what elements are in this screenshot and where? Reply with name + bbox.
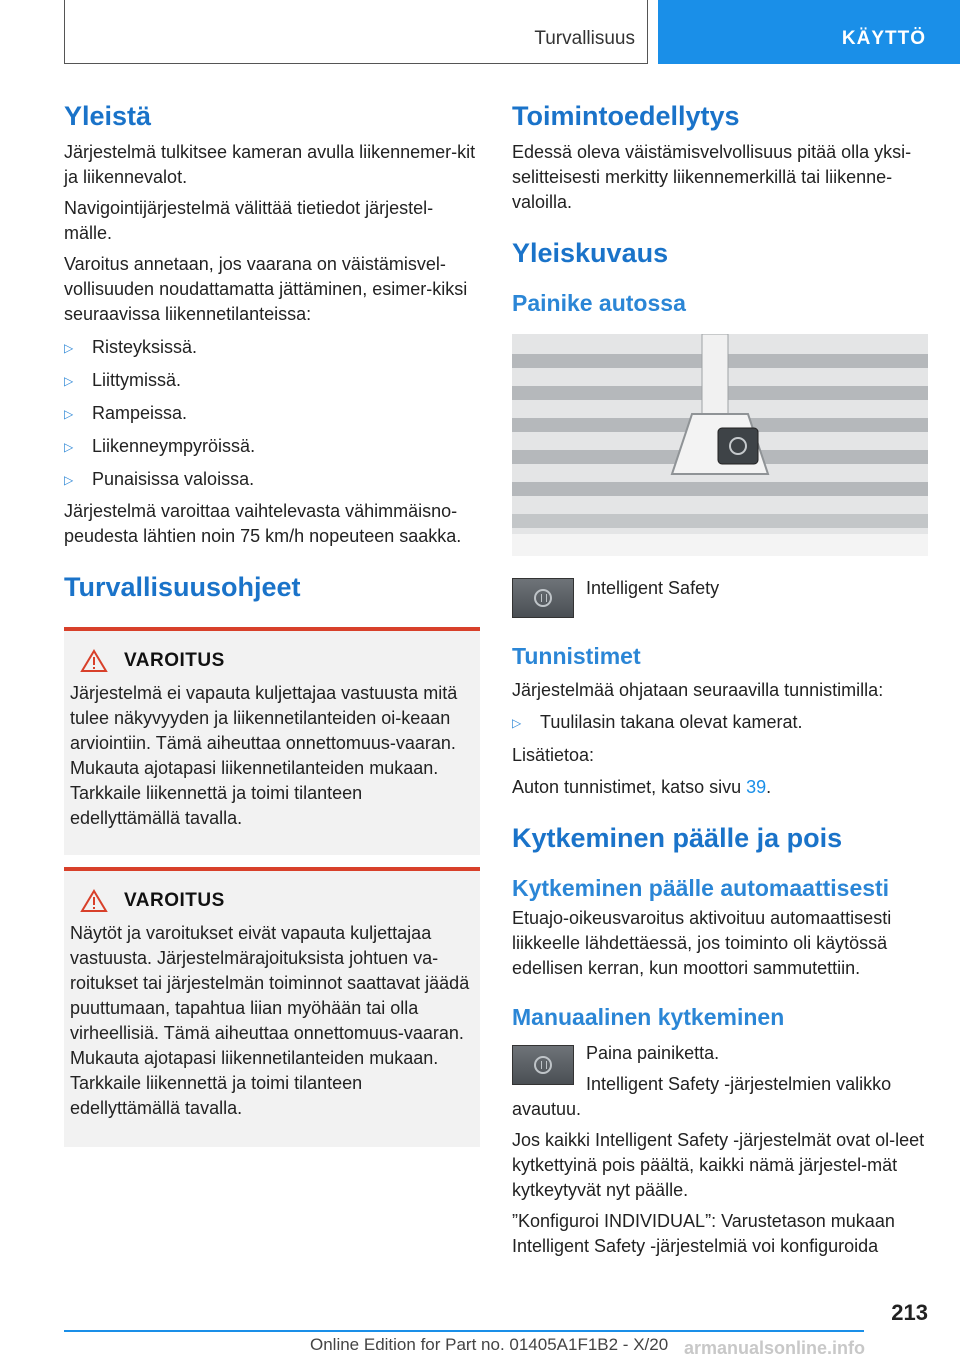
paragraph: Järjestelmä varoittaa vaihtelevasta vähimmäisno-peudesta lähtien noin 75 km/h nopeuteen saakka. [64, 500, 462, 546]
watermark: armanualsonline.info [684, 1338, 866, 1358]
edition-text: Online Edition for Part no. 01405A1F1B2 - X/20 [310, 1335, 669, 1354]
intelligent-safety-button-icon [512, 1045, 574, 1085]
header-chapter-tab[interactable]: KÄYTTÖ [658, 0, 960, 64]
paragraph: Jos kaikki Intelligent Safety -järjestelmät ovat ol-leet kytkettyinä pois päältä, kaikki nämä järjestel-mät kytkeytyvät nyt päälle. [512, 1129, 925, 1200]
heading-turvallisuusohjeet: Turvallisuusohjeet [64, 571, 301, 602]
footer-divider [64, 1330, 864, 1332]
button-label: Intelligent Safety [586, 578, 720, 599]
heading-tunnistimet: Tunnistimet [512, 643, 641, 670]
paragraph: Järjestelmä tulkitsee kameran avulla liikennemer-kit ja liikennevalot. [64, 141, 476, 187]
paragraph: Navigointijärjestelmä välittää tietiedot järjestel-mälle. [64, 197, 434, 243]
page-number: 213 [891, 1300, 928, 1325]
heading-yleista: Yleistä [64, 101, 152, 131]
warning-triangle-icon [80, 649, 108, 673]
header-section-title: Turvallisuus [534, 28, 635, 49]
page-link[interactable]: 39 [746, 777, 767, 798]
warning-title: VAROITUS [124, 649, 225, 671]
cross-reference: Auton tunnistimet, katso sivu 39. [512, 777, 772, 798]
list-item: ▷ Risteyksissä. [64, 335, 480, 361]
heading-automaattisesti: Kytkeminen päälle automaattisesti [512, 875, 890, 902]
list-item: ▷ Tuulilasin takana olevat kamerat. [512, 710, 928, 736]
triangle-bullet-icon: ▷ [512, 716, 522, 731]
list-item: ▷ Punaisissa valoissa. [64, 467, 480, 493]
triangle-bullet-icon: ▷ [64, 340, 74, 355]
warning-box [64, 867, 480, 1147]
warning-box [64, 627, 480, 855]
paragraph: Varoitus annetaan, jos vaarana on väistämisvel-vollisuuden noudattamatta jättäminen, esimer-kiksi seuraavissa liikennetilanteissa: [64, 253, 468, 324]
warning-text: Järjestelmä ei vapauta kuljettajaa vastuusta mitä tulee näkyvyyden ja liikennetilanteiden oi-keaan arviointiin. Tämä aiheuttaa onnettomuus-vaaran. Mukauta ajotapasi liikennetilanteiden mukaan. Tarkkaile liikennettä ja toimi tilanteen edellyttämällä tavalla. [70, 682, 458, 828]
paragraph: Edessä oleva väistämisvelvollisuus pitää olla yksi-selitteisesti merkitty liikennemerkillä tai liikenne-valoilla. [512, 141, 912, 212]
step-text: Intelligent Safety -järjestelmien valikko avautuu. [512, 1073, 892, 1119]
list-item: ▷ Liittymissä. [64, 368, 480, 394]
right-column [512, 100, 928, 1259]
warning-title: VAROITUS [124, 889, 225, 911]
triangle-bullet-icon: ▷ [64, 439, 74, 454]
heading-manuaalinen: Manuaalinen kytkeminen [512, 1003, 785, 1030]
list-item: ▷ Rampeissa. [64, 401, 480, 427]
list-item: ▷ Liikenneympyröissä. [64, 434, 480, 460]
paragraph: ”Konfiguroi INDIVIDUAL”: Varustetason mukaan Intelligent Safety -järjestelmiä voi konfiguroida [512, 1210, 895, 1256]
left-column [64, 100, 480, 1147]
heading-painike-autossa: Painike autossa [512, 289, 686, 316]
triangle-bullet-icon: ▷ [64, 406, 74, 421]
triangle-bullet-icon: ▷ [64, 373, 74, 388]
paragraph: Lisätietoa: [512, 745, 595, 766]
heading-yleiskuvaus: Yleiskuvaus [512, 237, 669, 268]
bullet-list [64, 335, 480, 493]
paragraph: Järjestelmää ohjataan seuraavilla tunnistimilla: [512, 680, 884, 701]
warning-triangle-icon [80, 889, 108, 913]
car-grille-photo [512, 334, 928, 556]
manual-step [512, 1041, 928, 1122]
button-legend-row [512, 578, 928, 618]
step-text: Paina painiketta. [586, 1042, 720, 1063]
heading-toimintoedellytys: Toimintoedellytys [512, 101, 740, 131]
warning-text: Näytöt ja varoitukset eivät vapauta kuljettajaa vastuusta. Järjestelmärajoituksista johtuen va-roitukset tai järjestelmän toiminnot saattavat jäädä puuttumaan, tapahtua liian myöhään tai olla virheellisiä. Tämä aiheuttaa onnettomuus-vaaran. Mukauta ajotapasi liikennetilanteiden mukaan. Tarkkaile liikennettä ja toimi tilanteen edellyttämällä tavalla. [70, 922, 470, 1118]
paragraph: Etuajo-oikeusvaroitus aktivoituu automaattisesti liikkeelle lähdettäessä, jos toiminto oli käytössä edellisen kerran, kun moottori sammutettiin. [512, 907, 892, 978]
heading-kytkeminen: Kytkeminen päälle ja pois [512, 823, 843, 854]
triangle-bullet-icon: ▷ [64, 472, 74, 487]
intelligent-safety-button-icon [512, 578, 574, 618]
